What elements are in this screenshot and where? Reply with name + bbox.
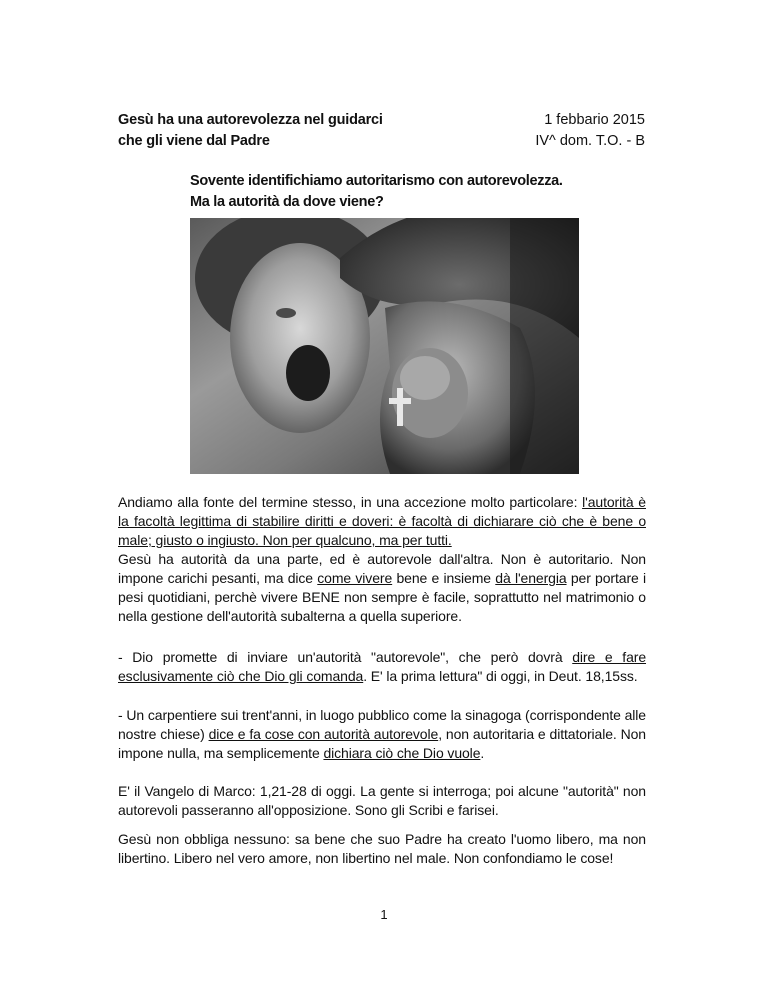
p2-underlined-1: come vivere (317, 570, 393, 586)
p2-text-c: per portare i pesi quotidiani, perchè vivere BENE non sempre è facile, soprattutto nel matrimonio o nella gestione dell'autorità subalterna a quella superiore. (118, 570, 646, 624)
p3-underlined: dire e fare esclusivamente ciò che Dio gli comanda (118, 649, 647, 684)
paragraph-liberta (118, 830, 646, 868)
subtitle (190, 171, 563, 213)
paragraph-vangelo (118, 782, 646, 820)
page-number: 1 (380, 907, 388, 922)
document-title (118, 110, 383, 152)
p4-underlined-2: dichiara ciò che Dio vuole (323, 745, 481, 761)
date-text: 1 febbario 2015 (544, 112, 645, 128)
p6-text: Gesù non obbliga nessuno: sa bene che suo Padre ha creato l'uomo libero, ma non libertino. Libero nel vero amore, non libertino nel male. Non confondiamo le cose! (118, 831, 646, 866)
title-line-1: Gesù ha una autorevolezza nel guidarci (118, 112, 383, 128)
title-line-2: che gli viene dal Padre (118, 133, 270, 149)
p1-text: Andiamo alla fonte del termine stesso, in una accezione molto particolare: (118, 494, 583, 510)
p4-text-c: . (480, 745, 485, 761)
p4-text-b: , non autoritaria e dittatoriale. Non impone nulla, ma semplicemente (118, 726, 646, 761)
paragraph-gesu-autorita (118, 550, 646, 626)
p5-text: E' il Vangelo di Marco: 1,21-28 di oggi. La gente si interroga; poi alcune "autorità" non autorevoli passeranno all'opposizione. Sono gli Scribi e farisei. (118, 783, 646, 818)
liturgy-text: IV^ dom. T.O. - B (535, 133, 645, 149)
paragraph-definition (118, 493, 646, 550)
p4-underlined-1: dice e fa cose con autorità autorevole (208, 726, 439, 742)
p2-underlined-2: dà l'energia (495, 570, 567, 586)
subtitle-line-1: Sovente identifichiamo autoritarismo con autorevolezza. (190, 173, 563, 189)
p2-text-a: Gesù ha autorità da una parte, ed è autorevole dall'altra. Non è autoritario. Non impone carichi pesanti, ma dice (118, 551, 646, 586)
paragraph-carpentiere (118, 706, 646, 763)
p3-text-a: - Dio promette di inviare un'autorità "autorevole", che però dovrà (118, 649, 573, 665)
p1-underlined: l'autorità è la facoltà legittima di stabilire diritti e doveri: è facoltà di dichiarare ciò che è bene o male; giusto o ingiusto. Non per qualcuno, ma per tutti. (118, 494, 646, 548)
subtitle-line-2: Ma la autorità da dove viene? (190, 194, 384, 210)
soldier-photo (190, 218, 579, 474)
paragraph-prima-lettura (118, 648, 646, 686)
p4-text-a: - Un carpentiere sui trent'anni, in luogo pubblico come la sinagoga (corrispondente alle nostre chiese) (118, 707, 646, 742)
p2-text-b: bene e insieme (392, 570, 496, 586)
p3-text-b: . E' la prima lettura" di oggi, in Deut. 18,15ss. (363, 668, 638, 684)
header-date-block (505, 110, 645, 152)
